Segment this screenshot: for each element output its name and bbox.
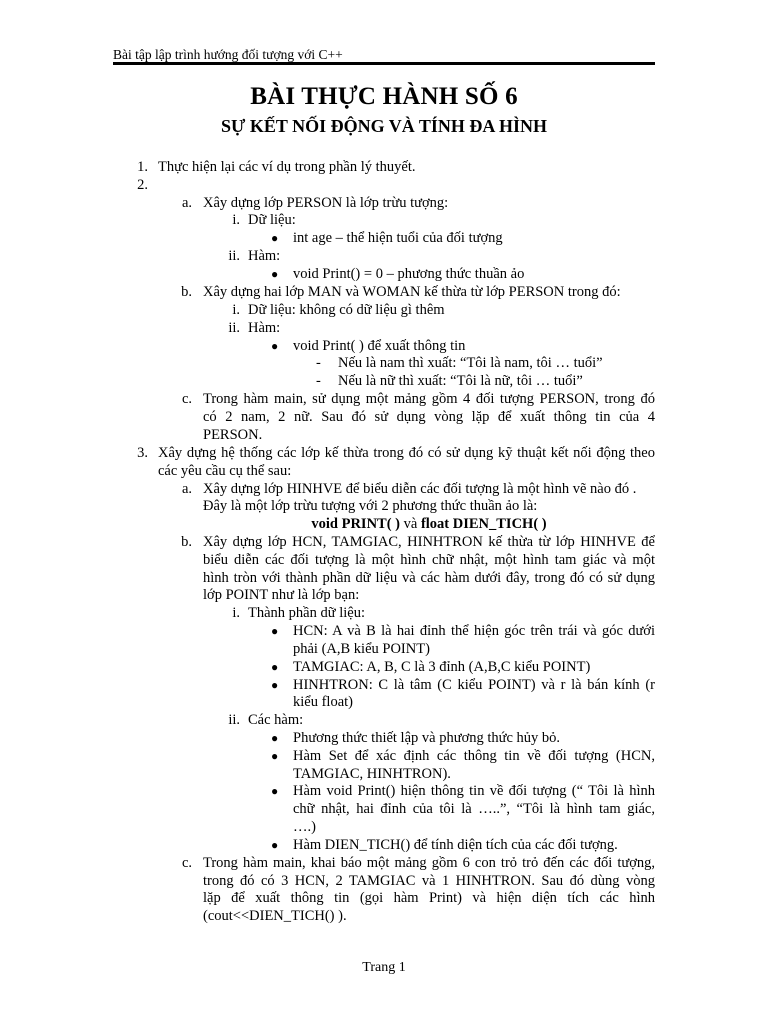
list-letter-c: c.	[181, 391, 192, 407]
bullet-icon: ●	[271, 749, 279, 763]
list-number-1: 1.	[137, 159, 148, 175]
item-3b-ii-bullet-2-line-1: Hàm Set để xác định các thông tin về đối tượng (HCN,	[293, 748, 655, 764]
item-3a-line-2: Đây là một lớp trừu tượng với 2 phương thức thuần ảo là:	[203, 498, 538, 514]
item-2b-ii-dash-1: Nếu là nam thì xuất: “Tôi là nam, tôi … tuổi”	[338, 355, 603, 371]
bullet-icon: ●	[271, 660, 279, 674]
list-letter-a: a.	[181, 195, 192, 211]
item-3b-ii-bullet-3-line-2: chữ nhật, hai đỉnh của tôi là …..”, “Tôi là hình tam giác,	[293, 801, 655, 817]
list-roman-ii: ii.	[228, 712, 240, 728]
page-number: Trang 1	[362, 960, 406, 975]
dash-marker: -	[316, 373, 321, 389]
bullet-icon: ●	[271, 267, 279, 281]
method-print: void PRINT( )	[311, 516, 400, 532]
bullet-icon: ●	[271, 731, 279, 745]
item-3c-line-3: lặp để xuất thông tin (gọi hàm Print) và hiện diện tích các hình	[203, 890, 655, 906]
method-dien-tich: float DIEN_TICH( )	[420, 516, 547, 532]
list-letter-a: a.	[181, 481, 192, 497]
item-3b-i-bullet-3-line-2: kiểu float)	[293, 694, 353, 710]
item-3b-i-bullet-1-line-2: phải (A,B kiểu POINT)	[293, 641, 430, 657]
bullet-icon: ●	[271, 231, 279, 245]
item-3b-ii-text: Các hàm:	[248, 712, 304, 728]
item-2b-text: Xây dựng hai lớp MAN và WOMAN kế thừa từ lớp PERSON trong đó:	[203, 284, 621, 300]
item-2a-text: Xây dựng lớp PERSON là lớp trừu tượng:	[203, 195, 449, 211]
list-roman-ii: ii.	[228, 320, 240, 336]
item-3c-line-2: trong đó có 3 HCN, 2 TAMGIAC và 1 HINHTRON. Sau đó dùng vòng	[203, 873, 655, 889]
item-2a-i-bullet-1: int age – thể hiện tuổi của đối tượng	[293, 230, 503, 246]
item-3b-ii-bullet-3-line-1: Hàm void Print() hiện thông tin về đối tượng (“ Tôi là hình	[293, 783, 655, 799]
bullet-icon: ●	[271, 838, 279, 852]
item-3a-methods	[203, 516, 655, 533]
item-3b-ii-bullet-2-line-2: TAMGIAC, HINHTRON).	[293, 766, 451, 782]
item-2b-ii-bullet-1: void Print( ) để xuất thông tin	[293, 338, 466, 354]
item-2b-ii-text: Hàm:	[248, 320, 281, 336]
item-2a-ii-text: Hàm:	[248, 248, 281, 264]
list-roman-ii: ii.	[228, 248, 240, 264]
item-3b-i-text: Thành phần dữ liệu:	[248, 605, 365, 621]
list-number-2: 2.	[137, 177, 148, 193]
item-3b-line-2: biểu diễn các đối tượng là một hình chữ nhật, một hình tam giác và một	[203, 552, 655, 568]
item-3b-ii-bullet-4: Hàm DIEN_TICH() để tính diện tích của các đối tượng.	[293, 837, 618, 853]
list-roman-i: i.	[232, 212, 240, 228]
document-title: BÀI THỰC HÀNH SỐ 6	[250, 83, 518, 110]
item-2c-line-3: PERSON.	[203, 427, 263, 443]
item-2c-line-1: Trong hàm main, sử dụng một mảng gồm 4 đối tượng PERSON, trong đó	[203, 391, 655, 407]
list-letter-c: c.	[181, 855, 192, 871]
bullet-icon: ●	[271, 678, 279, 692]
item-2a-ii-bullet-1: void Print() = 0 – phương thức thuần ảo	[293, 266, 525, 282]
document-subtitle: SỰ KẾT NỐI ĐỘNG VÀ TÍNH ĐA HÌNH	[221, 116, 547, 136]
item-2b-i-text: Dữ liệu: không có dữ liệu gì thêm	[248, 302, 445, 318]
list-roman-i: i.	[232, 302, 240, 318]
item-3b-line-4: lớp POINT như là lớp bạn:	[203, 587, 360, 603]
bullet-icon: ●	[271, 339, 279, 353]
item-3b-i-bullet-1-line-1: HCN: A và B là hai đỉnh thể hiện góc trên trái và góc dưới	[293, 623, 655, 639]
item-3b-ii-bullet-3-line-3: ….)	[293, 819, 316, 835]
bullet-icon: ●	[271, 624, 279, 638]
running-header: Bài tập lập trình hướng đối tượng với C++	[113, 47, 343, 62]
list-letter-b: b.	[181, 534, 192, 550]
item-3a-line-1: Xây dựng lớp HINHVE để biểu diễn các đối tượng là một hình vẽ nào đó .	[203, 481, 637, 497]
item-2a-i-text: Dữ liệu:	[248, 212, 296, 228]
header-rule	[113, 62, 655, 65]
list-number-3: 3.	[137, 445, 148, 461]
item-3b-line-1: Xây dựng lớp HCN, TAMGIAC, HINHTRON kế thừa từ lớp HINHVE để	[203, 534, 655, 550]
item-3-line-1: Xây dựng hệ thống các lớp kế thừa trong đó có sử dụng kỹ thuật kết nối động theo	[158, 445, 655, 461]
bullet-icon: ●	[271, 784, 279, 798]
item-3c-line-4: (cout<<DIEN_TICH() ).	[203, 908, 347, 924]
dash-marker: -	[316, 355, 321, 371]
item-3b-i-bullet-3-line-1: HINHTRON: C là tâm (C kiểu POINT) và r là bán kính (r	[293, 677, 655, 693]
method-conjunction: và	[400, 516, 421, 532]
item-3b-line-3: hình tròn với thành phần dữ liệu và các hàm dưới đây, trong đó có sử dụng	[203, 570, 655, 586]
list-letter-b: b.	[181, 284, 192, 300]
item-3b-ii-bullet-1: Phương thức thiết lập và phương thức hủy bỏ.	[293, 730, 561, 746]
item-3-line-2: các yêu cầu cụ thể sau:	[158, 463, 292, 479]
item-3b-i-bullet-2: TAMGIAC: A, B, C là 3 đỉnh (A,B,C kiểu POINT)	[293, 659, 591, 675]
item-1-text: Thực hiện lại các ví dụ trong phần lý thuyết.	[158, 159, 416, 175]
item-2b-ii-dash-2: Nếu là nữ thì xuất: “Tôi là nữ, tôi … tuổi”	[338, 373, 583, 389]
item-3c-line-1: Trong hàm main, khai báo một mảng gồm 6 con trỏ trỏ đến các đối tượng,	[203, 855, 655, 871]
item-2c-line-2: có 2 nam, 2 nữ. Sau đó sử dụng vòng lặp để xuất thông tin của 4	[203, 409, 655, 425]
list-roman-i: i.	[232, 605, 240, 621]
